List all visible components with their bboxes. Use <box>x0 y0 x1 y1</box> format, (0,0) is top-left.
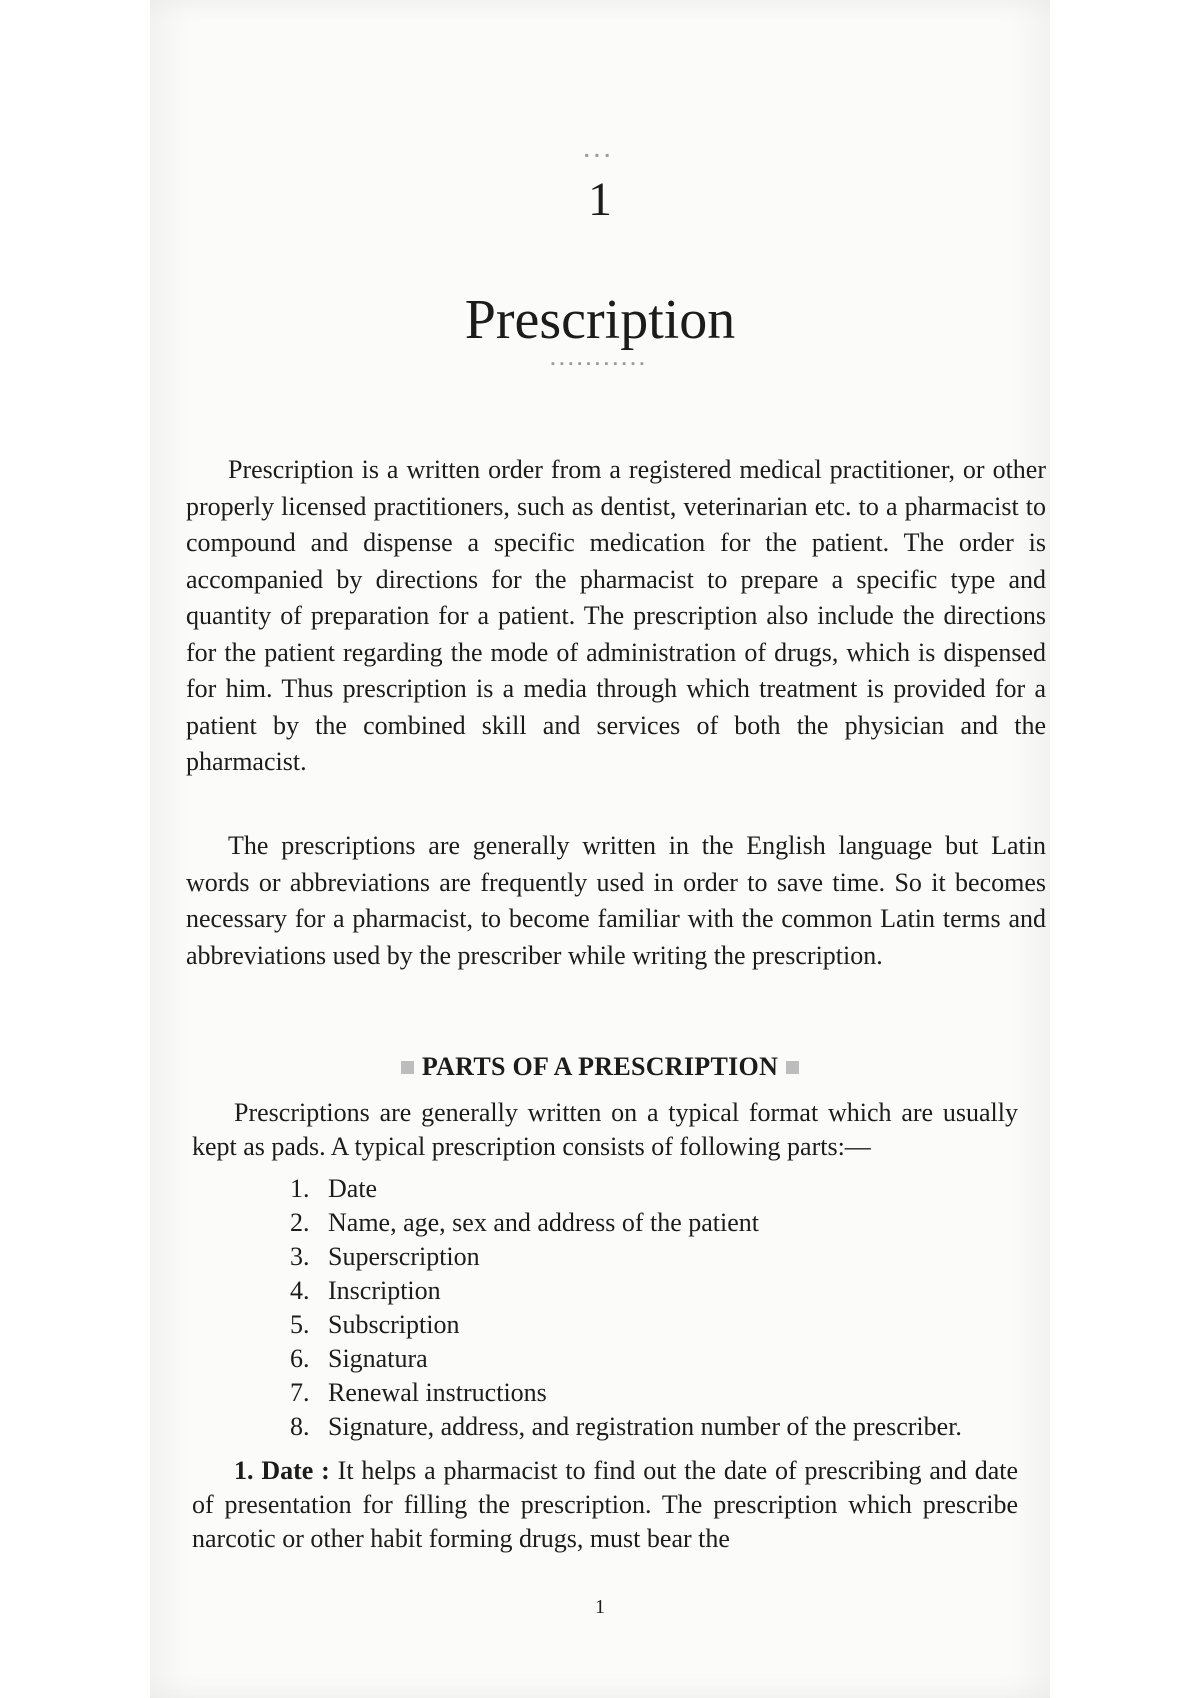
list-item-text: Name, age, sex and address of the patient <box>328 1208 760 1237</box>
list-item <box>290 1410 962 1444</box>
list-item <box>290 1274 962 1308</box>
section-intro-paragraph: Prescriptions are generally written on a typical format which are usually kept as pads. A typical prescription consists of following parts:— <box>192 1098 1018 1161</box>
list-item-number: 5. <box>290 1310 310 1339</box>
list-item <box>290 1206 962 1240</box>
section-heading <box>150 1052 1050 1082</box>
section-heading-text: PARTS OF A PRESCRIPTION <box>421 1052 779 1081</box>
heading-square-icon <box>401 1061 414 1074</box>
book-page <box>150 0 1050 1698</box>
list-item-number: 6. <box>290 1344 310 1373</box>
title-ornament: ▪▪▪▪▪▪▪▪▪▪▪ <box>551 358 649 370</box>
list-item <box>290 1308 962 1342</box>
list-item <box>290 1172 962 1206</box>
chapter-number: 1 <box>588 173 612 226</box>
page-number: 1 <box>595 1596 605 1618</box>
list-item-number: 4. <box>290 1276 310 1305</box>
heading-square-icon <box>786 1061 799 1074</box>
language-paragraph: The prescriptions are generally written in the English language but Latin words or abbreviations are frequently used in order to save time. So it becomes necessary for a pharmacist, to become familiar with the common Latin terms and abbreviations used by the prescriber while writing the prescription. <box>186 831 1046 970</box>
date-paragraph <box>192 1454 1018 1556</box>
list-item <box>290 1376 962 1410</box>
list-item-text: Inscription <box>328 1276 441 1305</box>
parts-list <box>290 1172 962 1444</box>
list-item <box>290 1240 962 1274</box>
list-item-number: 7. <box>290 1378 310 1407</box>
list-item-text: Superscription <box>328 1242 480 1271</box>
date-text: It helps a pharmacist to find out the date of prescribing and date of presentation for filling the prescription. The prescription which prescribe narcotic or other habit forming drugs, must bear the <box>192 1456 1019 1553</box>
list-item-number: 1. <box>290 1174 310 1203</box>
list-item <box>290 1342 962 1376</box>
list-item-number: 3. <box>290 1242 310 1271</box>
intro-paragraph: Prescription is a written order from a registered medical practitioner, or other properly licensed practitioners, such as dentist, veterinarian etc. to a pharmacist to compound and dispense a specific medication for the patient. The order is accompanied by directions for the pharmacist to prepare a specific type and quantity of preparation for a patient. The prescription also include the directions for the patient regarding the mode of administration of drugs, which is dispensed for him. Thus prescription is a media through which treatment is provided for a patient by the combined skill and services of both the physician and the pharmacist. <box>186 455 1046 776</box>
list-item-number: 2. <box>290 1208 310 1237</box>
list-item-text: Date <box>328 1174 378 1203</box>
list-item-text: Signature, address, and registration number of the prescriber. <box>328 1412 962 1441</box>
chapter-title: Prescription <box>464 289 736 351</box>
list-item-number: 8. <box>290 1412 310 1441</box>
list-item-text: Renewal instructions <box>328 1378 547 1407</box>
top-ornament: ▪▪▪ <box>584 148 616 162</box>
date-label: 1. Date : <box>234 1456 330 1485</box>
list-item-text: Signatura <box>328 1344 428 1373</box>
list-item-text: Subscription <box>328 1310 460 1339</box>
